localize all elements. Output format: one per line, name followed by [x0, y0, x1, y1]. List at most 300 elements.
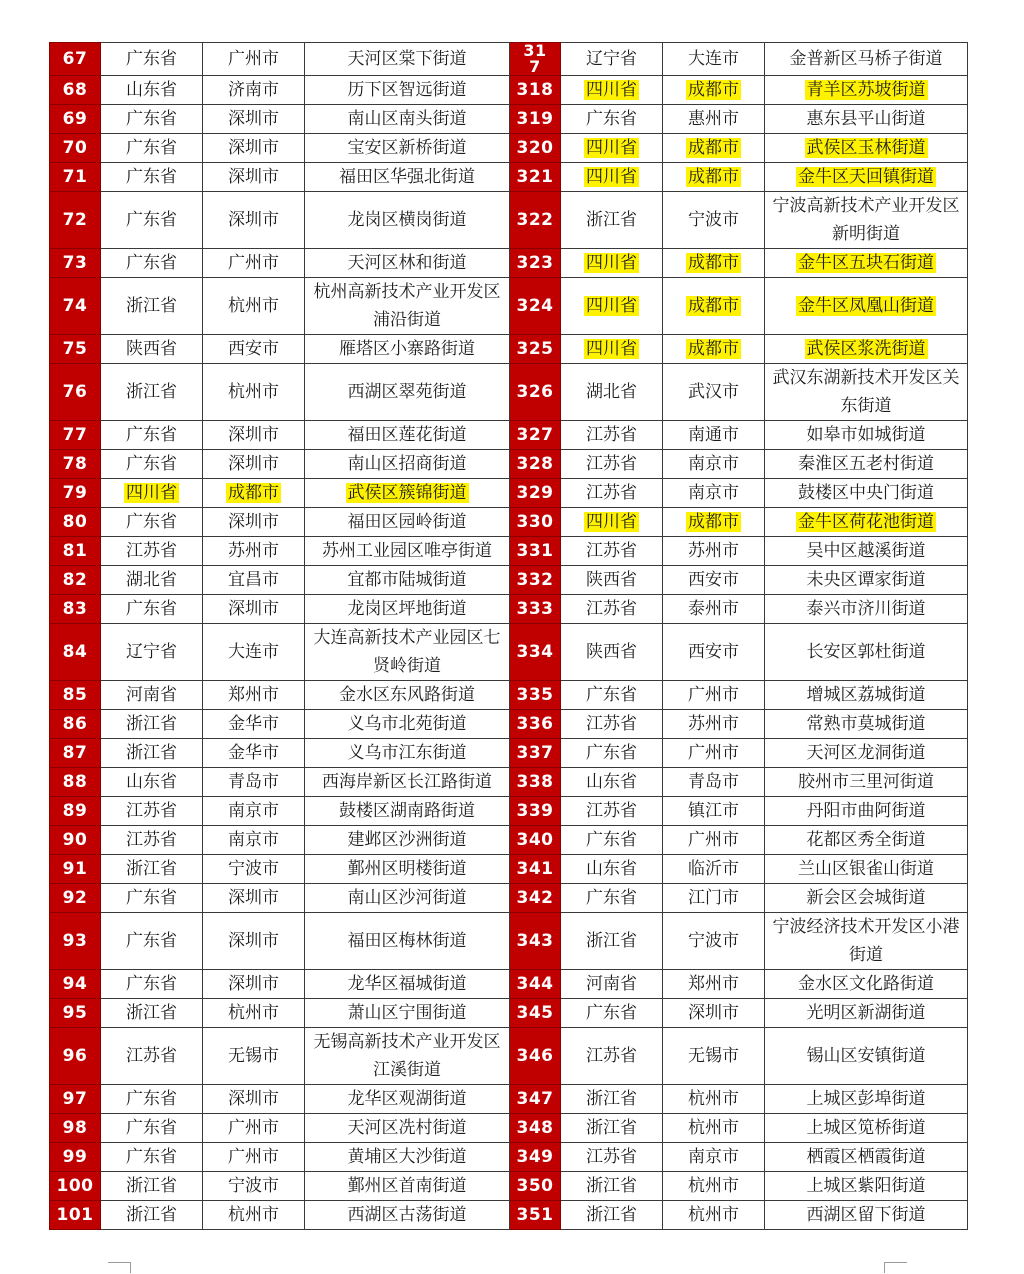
street-cell: [765, 278, 968, 335]
street-cell: 南山区南头街道: [305, 105, 510, 134]
province-cell: 河南省: [561, 970, 663, 999]
street-cell: 杭州高新技术产业开发区浦沿街道: [305, 278, 510, 335]
table-row: [50, 797, 968, 826]
table-row: [50, 681, 968, 710]
table-row: [50, 537, 968, 566]
rank-number: 339: [510, 797, 561, 826]
province-cell: 江苏省: [561, 710, 663, 739]
province-cell: 江苏省: [101, 537, 203, 566]
rank-number: 97: [50, 1085, 101, 1114]
rank-number: 76: [50, 364, 101, 421]
province-cell: [561, 163, 663, 192]
province-cell: 江苏省: [561, 595, 663, 624]
province-cell: 广东省: [101, 884, 203, 913]
province-cell: [561, 508, 663, 537]
province-cell: 广东省: [561, 999, 663, 1028]
street-cell: 丹阳市曲阿街道: [765, 797, 968, 826]
street-cell: 黄埔区大沙街道: [305, 1143, 510, 1172]
city-cell: 深圳市: [203, 913, 305, 970]
street-cell: 历下区智远街道: [305, 76, 510, 105]
street-cell: 上城区紫阳街道: [765, 1172, 968, 1201]
city-cell: 杭州市: [663, 1172, 765, 1201]
page-corner-mark-right: [884, 1262, 907, 1273]
table-row: [50, 595, 968, 624]
street-cell: 南山区招商街道: [305, 450, 510, 479]
highlighted-text: 金牛区天回镇街道: [798, 167, 934, 187]
province-cell: 广东省: [101, 913, 203, 970]
city-cell: 南京市: [663, 450, 765, 479]
rank-number: 89: [50, 797, 101, 826]
table-row: [50, 826, 968, 855]
street-cell: [765, 335, 968, 364]
street-cell: 如皋市如城街道: [765, 421, 968, 450]
city-cell: 广州市: [203, 43, 305, 76]
street-cell: 胶州市三里河街道: [765, 768, 968, 797]
rank-number: 346: [510, 1028, 561, 1085]
street-cell: [765, 76, 968, 105]
province-cell: 江苏省: [101, 826, 203, 855]
street-cell: 龙华区福城街道: [305, 970, 510, 999]
city-cell: 临沂市: [663, 855, 765, 884]
city-cell: 南京市: [663, 1143, 765, 1172]
province-cell: [101, 479, 203, 508]
city-cell: 宁波市: [203, 1172, 305, 1201]
province-cell: 广东省: [561, 739, 663, 768]
street-cell: [305, 479, 510, 508]
city-cell: [663, 163, 765, 192]
city-cell: 深圳市: [663, 999, 765, 1028]
rank-number: 95: [50, 999, 101, 1028]
rank-number: 330: [510, 508, 561, 537]
street-cell: 建邺区沙洲街道: [305, 826, 510, 855]
highlighted-text: 四川省: [586, 253, 637, 273]
street-cell: 西海岸新区长江路街道: [305, 768, 510, 797]
province-cell: 广东省: [101, 421, 203, 450]
city-cell: 大连市: [663, 43, 765, 76]
rank-number: 68: [50, 76, 101, 105]
table-row: [50, 768, 968, 797]
table-row: [50, 508, 968, 537]
street-cell: 宜都市陆城街道: [305, 566, 510, 595]
highlighted-text: 青羊区苏坡街道: [806, 80, 926, 100]
rank-number: 93: [50, 913, 101, 970]
province-cell: [561, 249, 663, 278]
street-cell: 西湖区翠苑街道: [305, 364, 510, 421]
rank-number: 73: [50, 249, 101, 278]
rank-number: 326: [510, 364, 561, 421]
table-row: [50, 479, 968, 508]
city-cell: 宁波市: [663, 913, 765, 970]
rank-number: 71: [50, 163, 101, 192]
street-cell: 天河区龙洞街道: [765, 739, 968, 768]
city-cell: 宁波市: [203, 855, 305, 884]
province-cell: 浙江省: [101, 855, 203, 884]
street-cell: 金水区东风路街道: [305, 681, 510, 710]
street-cell: 天河区林和街道: [305, 249, 510, 278]
rank-number: 336: [510, 710, 561, 739]
province-cell: 河南省: [101, 681, 203, 710]
rank-number: 328: [510, 450, 561, 479]
street-cell: 鄞州区首南街道: [305, 1172, 510, 1201]
province-cell: 广东省: [101, 192, 203, 249]
rank-number: 348: [510, 1114, 561, 1143]
rank-number: 327: [510, 421, 561, 450]
city-cell: 杭州市: [663, 1085, 765, 1114]
rank-number: 90: [50, 826, 101, 855]
street-cell: 龙华区观湖街道: [305, 1085, 510, 1114]
table-row: [50, 710, 968, 739]
city-cell: 无锡市: [663, 1028, 765, 1085]
city-cell: [663, 249, 765, 278]
city-cell: 金华市: [203, 710, 305, 739]
rank-number: 321: [510, 163, 561, 192]
province-cell: 陕西省: [101, 335, 203, 364]
highlighted-text: 成都市: [688, 253, 739, 273]
city-cell: 深圳市: [203, 1085, 305, 1114]
rank-number: 329: [510, 479, 561, 508]
province-cell: 山东省: [561, 768, 663, 797]
table-row: [50, 884, 968, 913]
city-cell: 郑州市: [203, 681, 305, 710]
city-cell: 郑州市: [663, 970, 765, 999]
rank-number: 322: [510, 192, 561, 249]
province-cell: 山东省: [101, 76, 203, 105]
city-cell: 南京市: [663, 479, 765, 508]
street-cell: 惠东县平山街道: [765, 105, 968, 134]
street-cell: 苏州工业园区唯亭街道: [305, 537, 510, 566]
rank-number: 98: [50, 1114, 101, 1143]
rank-number: 72: [50, 192, 101, 249]
city-cell: 深圳市: [203, 192, 305, 249]
highlighted-text: 四川省: [586, 80, 637, 100]
province-cell: 江苏省: [561, 450, 663, 479]
city-cell: 杭州市: [203, 999, 305, 1028]
rank-number: 92: [50, 884, 101, 913]
street-cell: 兰山区银雀山街道: [765, 855, 968, 884]
province-cell: 广东省: [101, 105, 203, 134]
province-cell: [561, 335, 663, 364]
province-cell: 广东省: [561, 884, 663, 913]
highlighted-text: 武侯区簇锦街道: [347, 483, 467, 503]
street-cell: 金普新区马桥子街道: [765, 43, 968, 76]
city-cell: 深圳市: [203, 450, 305, 479]
street-cell: 天河区棠下街道: [305, 43, 510, 76]
province-cell: [561, 134, 663, 163]
rank-number: 87: [50, 739, 101, 768]
province-cell: 广东省: [101, 134, 203, 163]
table-row: [50, 163, 968, 192]
highlighted-text: 金牛区五块石街道: [798, 253, 934, 273]
city-cell: 深圳市: [203, 134, 305, 163]
rank-number: 88: [50, 768, 101, 797]
rank-number: 84: [50, 624, 101, 681]
province-cell: 广东省: [101, 970, 203, 999]
table-row: [50, 249, 968, 278]
street-cell: 龙岗区横岗街道: [305, 192, 510, 249]
table-row: [50, 1172, 968, 1201]
street-cell: 义乌市江东街道: [305, 739, 510, 768]
city-cell: 广州市: [663, 739, 765, 768]
street-cell: 福田区梅林街道: [305, 913, 510, 970]
rank-number: 317: [510, 43, 561, 76]
rank-number: 67: [50, 43, 101, 76]
street-cell: 泰兴市济川街道: [765, 595, 968, 624]
highlighted-text: 成都市: [228, 483, 279, 503]
province-cell: 广东省: [561, 681, 663, 710]
city-cell: [203, 479, 305, 508]
city-cell: 杭州市: [203, 1201, 305, 1230]
city-cell: 大连市: [203, 624, 305, 681]
city-cell: 南通市: [663, 421, 765, 450]
city-cell: 广州市: [203, 1143, 305, 1172]
street-cell: [765, 508, 968, 537]
street-cell: 福田区园岭街道: [305, 508, 510, 537]
city-cell: 广州市: [663, 826, 765, 855]
province-cell: 辽宁省: [561, 43, 663, 76]
province-cell: 浙江省: [561, 913, 663, 970]
province-cell: 浙江省: [561, 1114, 663, 1143]
province-cell: 陕西省: [561, 566, 663, 595]
city-cell: 泰州市: [663, 595, 765, 624]
rank-number: 344: [510, 970, 561, 999]
province-cell: 浙江省: [101, 739, 203, 768]
rank-number: 345: [510, 999, 561, 1028]
highlighted-text: 四川省: [126, 483, 177, 503]
rank-number: 340: [510, 826, 561, 855]
city-cell: 惠州市: [663, 105, 765, 134]
city-cell: 杭州市: [663, 1201, 765, 1230]
rank-number: 350: [510, 1172, 561, 1201]
highlighted-text: 成都市: [688, 138, 739, 158]
province-cell: 广东省: [101, 1143, 203, 1172]
rank-number: 338: [510, 768, 561, 797]
street-cell: 未央区谭家街道: [765, 566, 968, 595]
street-cell: 鼓楼区湖南路街道: [305, 797, 510, 826]
city-cell: 深圳市: [203, 884, 305, 913]
city-cell: [663, 335, 765, 364]
highlighted-text: 四川省: [586, 138, 637, 158]
city-cell: 青岛市: [663, 768, 765, 797]
city-cell: 苏州市: [663, 710, 765, 739]
highlighted-text: 金牛区凤凰山街道: [798, 296, 934, 316]
street-cell: 宁波经济技术开发区小港街道: [765, 913, 968, 970]
street-cell: 西湖区古荡街道: [305, 1201, 510, 1230]
street-cell: 鄞州区明楼街道: [305, 855, 510, 884]
rank-number: 341: [510, 855, 561, 884]
province-cell: 浙江省: [561, 1172, 663, 1201]
street-cell: 锡山区安镇街道: [765, 1028, 968, 1085]
province-cell: 浙江省: [561, 1085, 663, 1114]
street-cell: 吴中区越溪街道: [765, 537, 968, 566]
highlighted-text: 四川省: [586, 296, 637, 316]
city-cell: 金华市: [203, 739, 305, 768]
street-cell: 增城区荔城街道: [765, 681, 968, 710]
province-cell: [561, 76, 663, 105]
highlighted-text: 成都市: [688, 339, 739, 359]
street-cell: 常熟市莫城街道: [765, 710, 968, 739]
city-cell: 青岛市: [203, 768, 305, 797]
street-cell: 上城区笕桥街道: [765, 1114, 968, 1143]
rank-number: 74: [50, 278, 101, 335]
city-cell: 无锡市: [203, 1028, 305, 1085]
province-cell: 广东省: [561, 826, 663, 855]
province-cell: 浙江省: [101, 710, 203, 739]
province-cell: 广东省: [101, 249, 203, 278]
province-cell: 江苏省: [561, 797, 663, 826]
street-cell: 南山区沙河街道: [305, 884, 510, 913]
table-row: [50, 1085, 968, 1114]
rank-number: 86: [50, 710, 101, 739]
street-ranking-table: [49, 42, 968, 1230]
province-cell: 浙江省: [101, 278, 203, 335]
city-cell: 西安市: [663, 624, 765, 681]
rank-number: 319: [510, 105, 561, 134]
rank-number: 351: [510, 1201, 561, 1230]
rank-number: 99: [50, 1143, 101, 1172]
street-cell: 鼓楼区中央门街道: [765, 479, 968, 508]
province-cell: 广东省: [101, 163, 203, 192]
city-cell: 杭州市: [663, 1114, 765, 1143]
table-row: [50, 913, 968, 970]
highlighted-text: 金牛区荷花池街道: [798, 512, 934, 532]
street-cell: [765, 134, 968, 163]
rank-number: 343: [510, 913, 561, 970]
city-cell: 南京市: [203, 826, 305, 855]
table-row: [50, 105, 968, 134]
rank-number: 70: [50, 134, 101, 163]
rank-number: 320: [510, 134, 561, 163]
province-cell: 山东省: [101, 768, 203, 797]
rank-number: 349: [510, 1143, 561, 1172]
table-row: [50, 566, 968, 595]
table-row: [50, 278, 968, 335]
rank-number: 77: [50, 421, 101, 450]
highlighted-text: 武侯区浆洗街道: [806, 339, 926, 359]
province-cell: 江苏省: [561, 537, 663, 566]
rank-number: 94: [50, 970, 101, 999]
page-corner-mark-left: [108, 1262, 131, 1273]
street-cell: 光明区新湖街道: [765, 999, 968, 1028]
highlighted-text: 武侯区玉林街道: [806, 138, 926, 158]
table-row: [50, 421, 968, 450]
province-cell: 浙江省: [101, 1172, 203, 1201]
province-cell: 广东省: [101, 1085, 203, 1114]
rank-number: 82: [50, 566, 101, 595]
rank-number: 342: [510, 884, 561, 913]
city-cell: [663, 508, 765, 537]
street-cell: 西湖区留下街道: [765, 1201, 968, 1230]
highlighted-text: 四川省: [586, 339, 637, 359]
street-cell: 秦淮区五老村街道: [765, 450, 968, 479]
city-cell: [663, 134, 765, 163]
city-cell: 宜昌市: [203, 566, 305, 595]
city-cell: 广州市: [203, 249, 305, 278]
city-cell: 广州市: [203, 1114, 305, 1143]
city-cell: 西安市: [203, 335, 305, 364]
rank-number: 80: [50, 508, 101, 537]
rank-number: 96: [50, 1028, 101, 1085]
province-cell: 浙江省: [561, 1201, 663, 1230]
street-cell: [765, 163, 968, 192]
table-row: [50, 855, 968, 884]
rank-number: 331: [510, 537, 561, 566]
province-cell: 辽宁省: [101, 624, 203, 681]
rank-number: 318: [510, 76, 561, 105]
province-cell: 广东省: [101, 1114, 203, 1143]
city-cell: [663, 76, 765, 105]
street-cell: 无锡高新技术产业开发区江溪街道: [305, 1028, 510, 1085]
street-cell: 新会区会城街道: [765, 884, 968, 913]
province-cell: 江苏省: [561, 1143, 663, 1172]
province-cell: 江苏省: [561, 1028, 663, 1085]
rank-number: 332: [510, 566, 561, 595]
table-row: [50, 1114, 968, 1143]
city-cell: 宁波市: [663, 192, 765, 249]
province-cell: 浙江省: [101, 364, 203, 421]
highlighted-text: 成都市: [688, 80, 739, 100]
street-cell: 金水区文化路街道: [765, 970, 968, 999]
rank-number: 324: [510, 278, 561, 335]
city-cell: 深圳市: [203, 105, 305, 134]
city-cell: 济南市: [203, 76, 305, 105]
city-cell: 深圳市: [203, 595, 305, 624]
rank-number: 69: [50, 105, 101, 134]
province-cell: 广东省: [101, 508, 203, 537]
table-row: [50, 450, 968, 479]
street-cell: 长安区郭杜街道: [765, 624, 968, 681]
province-cell: 广东省: [101, 595, 203, 624]
table-row: [50, 970, 968, 999]
rank-number: 79: [50, 479, 101, 508]
street-cell: [765, 249, 968, 278]
city-cell: 广州市: [663, 681, 765, 710]
highlighted-text: 成都市: [688, 167, 739, 187]
province-cell: 江苏省: [561, 479, 663, 508]
table-row: [50, 43, 968, 76]
table-row: [50, 1201, 968, 1230]
province-cell: 江苏省: [101, 1028, 203, 1085]
province-cell: 广东省: [101, 43, 203, 76]
highlighted-text: 成都市: [688, 512, 739, 532]
city-cell: 江门市: [663, 884, 765, 913]
street-cell: 龙岗区坪地街道: [305, 595, 510, 624]
province-cell: 浙江省: [101, 999, 203, 1028]
rank-number: 81: [50, 537, 101, 566]
city-cell: 深圳市: [203, 970, 305, 999]
province-cell: 浙江省: [101, 1201, 203, 1230]
rank-number: 334: [510, 624, 561, 681]
city-cell: 苏州市: [663, 537, 765, 566]
street-cell: 福田区华强北街道: [305, 163, 510, 192]
province-cell: 陕西省: [561, 624, 663, 681]
rank-number: 75: [50, 335, 101, 364]
city-cell: 镇江市: [663, 797, 765, 826]
city-cell: 武汉市: [663, 364, 765, 421]
rank-number: 323: [510, 249, 561, 278]
street-cell: 花都区秀全街道: [765, 826, 968, 855]
rank-number: 347: [510, 1085, 561, 1114]
street-cell: 大连高新技术产业园区七贤岭街道: [305, 624, 510, 681]
province-cell: [561, 278, 663, 335]
province-cell: 广东省: [561, 105, 663, 134]
city-cell: 深圳市: [203, 163, 305, 192]
street-cell: 萧山区宁围街道: [305, 999, 510, 1028]
city-cell: [663, 278, 765, 335]
highlighted-text: 四川省: [586, 167, 637, 187]
street-cell: 雁塔区小寨路街道: [305, 335, 510, 364]
street-cell: 宝安区新桥街道: [305, 134, 510, 163]
table-body: [50, 43, 968, 1230]
